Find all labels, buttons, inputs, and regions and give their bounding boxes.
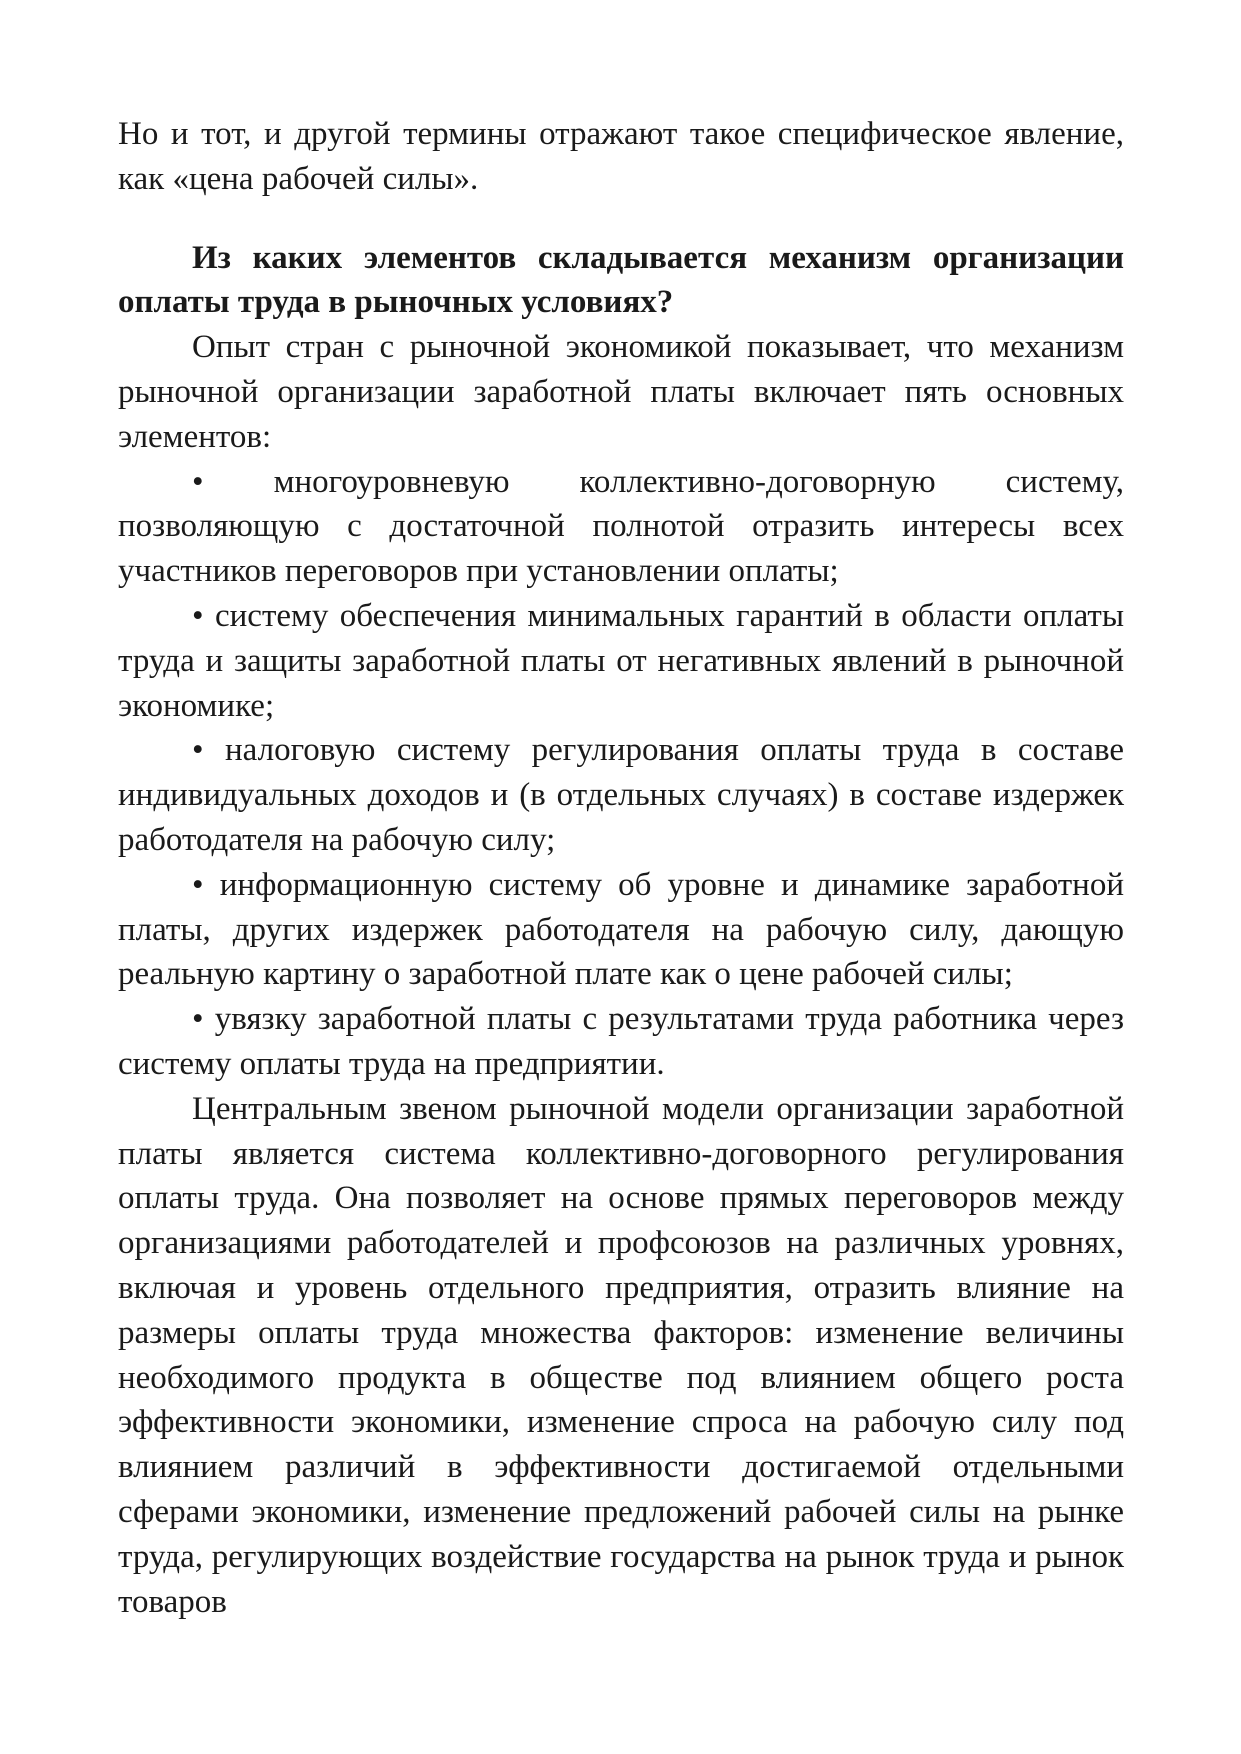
bullet-item bbox=[118, 997, 1124, 1087]
lead-paragraph: Опыт стран с рыночной экономикой показывает, что механизм рыночной организации заработной платы включает пять основных элементов: bbox=[118, 329, 1124, 455]
bullet-marker: • bbox=[192, 866, 204, 903]
bullet-marker: • bbox=[192, 732, 204, 769]
bullet-marker: • bbox=[192, 1001, 204, 1038]
section-heading: Из каких элементов складывается механизм организации оплаты труда в рыночных условиях? bbox=[118, 239, 1124, 321]
bullet-text: увязку заработной платы с результатами труда работника через систему оплаты труда на предприятии. bbox=[118, 1001, 1124, 1082]
body-paragraph: Центральным звеном рыночной модели организации заработной платы является система коллективно-договорного регулирования оплаты труда. Она позволяет на основе прямых переговоров между организациями работодателей и профсоюзов на различных уровнях, включая и уровень отдельного предприятия, отразить влияние на размеры оплаты труда множества факторов: изменение величины необходимого продукта в обществе под влиянием общего роста эффективности экономики, изменение спроса на рабочую силу под влиянием различий в эффективности достигаемой отдельными сферами экономики, изменение предложений рабочей силы на рынке труда, регулирующих воздействие государства на рынок труда и рынок товаров bbox=[118, 1090, 1124, 1620]
bullet-text: многоуровневую коллективно-договорную систему, позволяющую с достаточной полнотой отразить интересы всех участников переговоров при установлении оплаты; bbox=[118, 463, 1124, 590]
bullet-item bbox=[118, 863, 1124, 997]
bullet-item bbox=[118, 728, 1124, 862]
bullet-marker: • bbox=[192, 597, 204, 634]
bullet-text: систему обеспечения минимальных гарантий в области оплаты труда и защиты заработной платы от негативных явлений в рыночной экономике; bbox=[118, 597, 1124, 724]
intro-paragraph: Но и тот, и другой термины отражают такое специфическое явление, как «цена рабочей силы». bbox=[118, 116, 1124, 197]
bullet-item bbox=[118, 594, 1124, 728]
document-page bbox=[118, 112, 1124, 1624]
bullet-text: информационную систему об уровне и динамике заработной платы, других издержек работодателя на рабочую силу, дающую реальную картину о заработной плате как о цене рабочей силы; bbox=[118, 866, 1125, 993]
bullet-text: налоговую систему регулирования оплаты труда в составе индивидуальных доходов и (в отдельных случаях) в составе издержек работодателя на рабочую силу; bbox=[118, 732, 1124, 858]
bullet-item bbox=[118, 460, 1124, 594]
bullet-marker: • bbox=[192, 463, 204, 500]
